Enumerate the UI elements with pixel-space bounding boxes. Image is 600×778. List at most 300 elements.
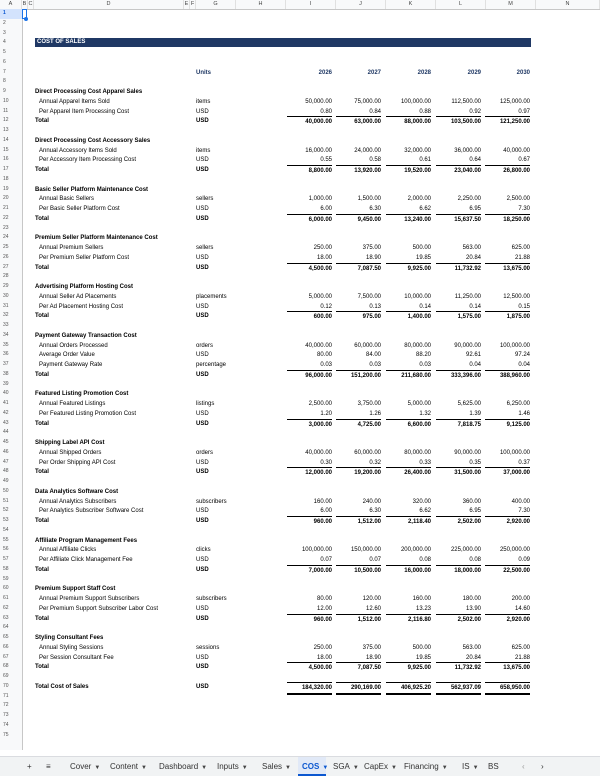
value-cell-2030[interactable]: 22,500.00 — [485, 565, 530, 576]
value-cell-2029[interactable]: 1,575.00 — [436, 311, 481, 322]
value-cell-2030[interactable]: 625.00 — [511, 245, 530, 251]
tab-cos[interactable] — [298, 757, 329, 776]
value-cell-2028[interactable]: 500.00 — [412, 245, 431, 251]
section-title[interactable]: Featured Listing Promotion Cost — [35, 391, 129, 398]
tab-scroll-left-icon[interactable]: ‹ — [522, 762, 525, 771]
value-cell-2028[interactable]: 1,400.00 — [386, 311, 431, 322]
value-cell-2028[interactable]: 88.20 — [415, 352, 431, 359]
row-number[interactable]: 2 — [3, 19, 6, 26]
total-label[interactable]: Total — [35, 371, 49, 378]
unit-cell[interactable]: USD — [196, 157, 209, 164]
value-cell-2029[interactable]: 90,000.00 — [454, 342, 481, 349]
value-cell-2030[interactable]: 0.04 — [518, 362, 530, 368]
unit-cell[interactable]: orders — [196, 342, 214, 349]
value-cell-2028[interactable]: 0.03 — [419, 362, 431, 368]
section-title[interactable]: Styling Consultant Fees — [35, 635, 104, 641]
row-number[interactable]: 35 — [3, 341, 9, 348]
section-title[interactable]: Premium Seller Platform Maintenance Cost — [35, 235, 158, 242]
value-cell-2027[interactable]: 120.00 — [362, 596, 381, 602]
tab-dropdown-icon[interactable]: ▼ — [322, 765, 329, 771]
value-cell-2027[interactable]: 7,087.50 — [336, 662, 381, 673]
column-header-m[interactable]: M — [486, 0, 536, 9]
value-cell-2026[interactable]: 12,000.00 — [287, 467, 332, 478]
value-cell-2026[interactable]: 40,000.00 — [305, 342, 332, 349]
value-cell-2027[interactable]: 1,512.00 — [336, 614, 381, 625]
unit-cell[interactable]: USD — [196, 352, 209, 359]
total-label[interactable]: Total — [35, 313, 49, 320]
value-cell-2028[interactable]: 200,000.00 — [400, 547, 431, 554]
value-cell-2027[interactable]: 290,169.00 — [336, 682, 381, 695]
value-cell-2029[interactable]: 0.14 — [469, 303, 481, 310]
section-title[interactable]: Basic Seller Platform Maintenance Cost — [35, 186, 149, 193]
value-cell-2027[interactable]: 9,450.00 — [336, 214, 381, 225]
row-number[interactable]: 15 — [3, 146, 9, 153]
row-number[interactable]: 50 — [3, 487, 9, 494]
value-cell-2029[interactable]: 6.95 — [469, 508, 481, 515]
value-cell-2026[interactable]: 0.80 — [320, 108, 332, 115]
line-item-label[interactable]: Per Order Shipping API Cost — [39, 459, 116, 466]
value-cell-2029[interactable]: 92.61 — [465, 352, 481, 359]
value-cell-2026[interactable]: 6,000.00 — [287, 214, 332, 225]
row-number[interactable]: 22 — [3, 214, 9, 221]
value-cell-2027[interactable]: 975.00 — [336, 311, 381, 322]
value-cell-2030[interactable]: 400.00 — [511, 498, 530, 505]
tab-scroll-right-icon[interactable]: › — [541, 762, 544, 771]
row-number[interactable]: 40 — [3, 390, 9, 397]
value-cell-2027[interactable]: 151,200.00 — [336, 370, 381, 381]
total-label[interactable]: Total — [35, 118, 49, 125]
row-number[interactable]: 75 — [3, 731, 9, 738]
value-cell-2029[interactable]: 5,625.00 — [457, 401, 481, 407]
line-item-label[interactable]: Per Premium Support Subscriber Labor Cost — [39, 605, 159, 612]
value-cell-2030[interactable]: 37,000.00 — [485, 467, 530, 478]
row-number[interactable]: 21 — [3, 205, 9, 211]
value-cell-2030[interactable]: 13,675.00 — [485, 662, 530, 673]
value-cell-2027[interactable]: 75,000.00 — [354, 98, 381, 105]
row-number[interactable]: 32 — [3, 312, 9, 319]
value-cell-2027[interactable]: 0.03 — [369, 362, 381, 368]
row-number[interactable]: 61 — [3, 595, 9, 601]
value-cell-2029[interactable]: 0.92 — [469, 108, 481, 115]
unit-cell[interactable]: USD — [196, 215, 209, 222]
row-number[interactable]: 51 — [3, 497, 9, 504]
column-header-e[interactable]: E — [184, 1, 189, 7]
value-cell-2027[interactable]: 1.26 — [369, 410, 381, 417]
value-cell-2028[interactable]: 6,600.00 — [386, 419, 431, 430]
column-header-i[interactable]: I — [286, 0, 336, 9]
unit-cell[interactable]: USD — [196, 167, 209, 173]
line-item-label[interactable]: Annual Basic Sellers — [39, 196, 95, 203]
value-cell-2029[interactable]: 11,250.00 — [454, 293, 481, 300]
column-header-h[interactable]: H — [236, 0, 286, 9]
value-cell-2028[interactable]: 100,000.00 — [400, 98, 431, 105]
sheet-grid[interactable] — [22, 9, 600, 750]
value-cell-2026[interactable]: 0.30 — [320, 459, 332, 466]
value-cell-2026[interactable]: 50,000.00 — [305, 98, 332, 105]
value-cell-2029[interactable]: 15,637.50 — [436, 214, 481, 225]
value-cell-2030[interactable]: 1.46 — [518, 410, 530, 417]
row-number[interactable]: 49 — [3, 478, 9, 484]
value-cell-2028[interactable]: 406,925.20 — [386, 682, 431, 695]
unit-cell[interactable]: sellers — [196, 196, 214, 203]
value-cell-2028[interactable]: 1.32 — [419, 410, 431, 417]
value-cell-2030[interactable]: 2,920.00 — [485, 516, 530, 527]
unit-cell[interactable]: USD — [196, 566, 209, 573]
value-cell-2028[interactable]: 13.23 — [415, 605, 431, 612]
tab-content[interactable] — [106, 757, 152, 776]
column-header-f[interactable]: F — [190, 1, 195, 7]
unit-cell[interactable]: placements — [196, 293, 227, 300]
value-cell-2029[interactable]: 333,396.00 — [436, 370, 481, 381]
value-cell-2030[interactable]: 0.09 — [518, 557, 530, 563]
tab-dropdown-icon[interactable]: ▼ — [391, 765, 397, 771]
value-cell-2026[interactable]: 960.00 — [287, 614, 332, 625]
value-cell-2030[interactable]: 21.88 — [514, 254, 530, 261]
value-cell-2028[interactable]: 13,240.00 — [386, 214, 431, 225]
row-number[interactable]: 58 — [3, 565, 9, 572]
value-cell-2028[interactable]: 211,680.00 — [386, 370, 431, 381]
value-cell-2026[interactable]: 12.00 — [316, 605, 332, 612]
row-number[interactable]: 55 — [3, 536, 9, 543]
tab-dropdown-icon[interactable]: ▼ — [241, 765, 248, 771]
tab-dropdown-icon[interactable]: ▼ — [352, 765, 359, 771]
value-cell-2028[interactable]: 2,116.80 — [386, 614, 431, 625]
value-cell-2026[interactable]: 4,500.00 — [287, 263, 332, 274]
row-number[interactable]: 57 — [3, 556, 9, 562]
value-cell-2027[interactable]: 18.90 — [365, 654, 381, 661]
value-cell-2029[interactable]: 563.00 — [462, 644, 481, 651]
row-number[interactable]: 47 — [3, 458, 9, 465]
unit-cell[interactable]: subscribers — [196, 596, 227, 602]
column-header-n[interactable]: N — [536, 0, 600, 9]
tab-bs[interactable] — [484, 757, 501, 776]
tab-dropdown-icon[interactable]: ▼ — [441, 765, 448, 771]
row-number[interactable]: 67 — [3, 653, 9, 660]
value-cell-2027[interactable]: 18.90 — [365, 254, 381, 261]
unit-cell[interactable]: percentage — [196, 362, 227, 368]
value-cell-2027[interactable]: 10,500.00 — [336, 565, 381, 576]
row-number[interactable]: 59 — [3, 575, 9, 582]
section-title[interactable]: Direct Processing Cost Accessory Sales — [35, 137, 151, 144]
row-number[interactable]: 31 — [3, 302, 9, 309]
value-cell-2028[interactable]: 0.33 — [419, 459, 431, 466]
value-cell-2027[interactable]: 63,000.00 — [336, 116, 381, 127]
row-number[interactable]: 25 — [3, 244, 9, 250]
value-cell-2028[interactable]: 6.62 — [419, 508, 431, 515]
row-number[interactable]: 46 — [3, 448, 9, 455]
value-cell-2030[interactable]: 7.30 — [518, 508, 530, 515]
section-title[interactable]: Affiliate Program Management Fees — [35, 537, 138, 544]
value-cell-2026[interactable]: 960.00 — [287, 516, 332, 527]
value-cell-2028[interactable]: 9,925.00 — [386, 263, 431, 274]
tab-financing[interactable] — [400, 757, 455, 776]
unit-cell[interactable]: USD — [196, 420, 209, 427]
unit-cell[interactable]: USD — [196, 303, 209, 310]
value-cell-2029[interactable]: 0.08 — [469, 557, 481, 563]
column-header-k[interactable]: K — [386, 0, 436, 9]
value-cell-2029[interactable]: 2,250.00 — [457, 196, 481, 203]
row-number[interactable]: 62 — [3, 604, 9, 611]
row-number[interactable]: 8 — [3, 78, 6, 85]
tab-dropdown-icon[interactable]: ▼ — [201, 765, 208, 771]
tab-sga[interactable] — [329, 757, 357, 776]
total-label[interactable]: Total — [35, 264, 49, 271]
value-cell-2028[interactable]: 80,000.00 — [404, 342, 431, 349]
tab-sales[interactable] — [258, 757, 295, 776]
unit-cell[interactable]: USD — [196, 410, 209, 417]
line-item-label[interactable]: Payment Gateway Rate — [39, 362, 103, 368]
value-cell-2030[interactable]: 7.30 — [518, 206, 530, 212]
value-cell-2029[interactable]: 13.90 — [465, 605, 481, 612]
column-header-a[interactable]: A — [0, 0, 22, 9]
value-cell-2030[interactable]: 125,000.00 — [499, 98, 530, 105]
value-cell-2026[interactable]: 0.12 — [320, 303, 332, 310]
value-cell-2030[interactable]: 97.24 — [514, 352, 530, 359]
unit-cell[interactable]: USD — [196, 206, 209, 212]
line-item-label[interactable]: Annual Shipped Orders — [39, 449, 102, 456]
unit-cell[interactable]: listings — [196, 401, 215, 407]
value-cell-2030[interactable]: 9,125.00 — [485, 419, 530, 430]
unit-cell[interactable]: clicks — [196, 547, 211, 554]
value-cell-2030[interactable]: 100,000.00 — [499, 342, 530, 349]
value-cell-2028[interactable]: 0.61 — [419, 157, 431, 164]
unit-cell[interactable]: USD — [196, 508, 209, 515]
value-cell-2028[interactable]: 500.00 — [412, 644, 431, 651]
row-number[interactable]: 54 — [3, 526, 9, 533]
value-cell-2029[interactable]: 6.95 — [469, 206, 481, 212]
value-cell-2029[interactable]: 225,000.00 — [450, 547, 481, 554]
value-cell-2029[interactable]: 11,732.92 — [436, 263, 481, 274]
row-number[interactable]: 43 — [3, 419, 9, 426]
value-cell-2027[interactable]: 19,200.00 — [336, 467, 381, 478]
unit-cell[interactable]: USD — [196, 605, 209, 612]
line-item-label[interactable]: Per Ad Placement Hosting Cost — [39, 303, 124, 310]
value-cell-2030[interactable]: 1,875.00 — [485, 311, 530, 322]
value-cell-2026[interactable]: 250.00 — [313, 245, 332, 251]
line-item-label[interactable]: Average Order Value — [39, 352, 95, 359]
value-cell-2028[interactable]: 2,000.00 — [407, 196, 431, 203]
value-cell-2029[interactable]: 2,502.00 — [436, 516, 481, 527]
row-number[interactable]: 5 — [3, 49, 6, 55]
unit-cell[interactable]: USD — [196, 469, 209, 476]
unit-cell[interactable]: USD — [196, 108, 209, 115]
value-cell-2030[interactable]: 121,250.00 — [485, 116, 530, 127]
units-header[interactable]: Units — [196, 69, 211, 76]
value-cell-2027[interactable]: 24,000.00 — [354, 147, 381, 154]
value-cell-2026[interactable]: 3,000.00 — [287, 419, 332, 430]
row-number[interactable]: 30 — [3, 292, 9, 299]
value-cell-2028[interactable]: 88,000.00 — [386, 116, 431, 127]
column-header-l[interactable]: L — [436, 0, 486, 9]
value-cell-2029[interactable]: 36,000.00 — [454, 147, 481, 154]
line-item-label[interactable]: Annual Styling Sessions — [39, 644, 104, 651]
row-number[interactable]: 11 — [3, 107, 9, 114]
row-number[interactable]: 38 — [3, 370, 9, 377]
row-number[interactable]: 19 — [3, 185, 9, 192]
row-number[interactable]: 29 — [3, 283, 9, 289]
value-cell-2027[interactable]: 0.07 — [369, 557, 381, 563]
add-sheet-icon[interactable]: + — [27, 762, 32, 771]
value-cell-2026[interactable]: 184,320.00 — [287, 682, 332, 695]
section-title[interactable]: Direct Processing Cost Apparel Sales — [35, 89, 143, 95]
tab-inputs[interactable] — [213, 757, 255, 776]
value-cell-2030[interactable]: 250,000.00 — [499, 547, 530, 554]
value-cell-2029[interactable]: 11,732.92 — [436, 662, 481, 673]
value-cell-2026[interactable]: 100,000.00 — [301, 547, 332, 554]
line-item-label[interactable]: Annual Accessory Items Sold — [39, 147, 117, 154]
tab-dashboard[interactable] — [155, 757, 210, 776]
value-cell-2026[interactable]: 5,000.00 — [308, 293, 332, 300]
line-item-label[interactable]: Annual Orders Processed — [39, 342, 108, 349]
value-cell-2029[interactable]: 360.00 — [462, 498, 481, 505]
row-number[interactable]: 42 — [3, 409, 9, 416]
row-number[interactable]: 4 — [3, 39, 6, 46]
value-cell-2030[interactable]: 40,000.00 — [503, 147, 530, 154]
selection-fill-handle[interactable] — [24, 17, 28, 21]
year-header-2029[interactable]: 2029 — [467, 69, 481, 76]
value-cell-2029[interactable]: 1.39 — [469, 410, 481, 417]
row-number[interactable]: 48 — [3, 468, 9, 475]
value-cell-2026[interactable]: 0.07 — [320, 557, 332, 563]
section-title[interactable]: Payment Gateway Transaction Cost — [35, 332, 137, 339]
row-number[interactable]: 1 — [0, 9, 22, 19]
unit-cell[interactable]: items — [196, 98, 211, 105]
line-item-label[interactable]: Annual Seller Ad Placements — [39, 293, 117, 300]
year-header-2030[interactable]: 2030 — [516, 69, 530, 76]
row-number[interactable]: 71 — [3, 692, 9, 699]
value-cell-2028[interactable]: 0.14 — [419, 303, 431, 310]
row-number[interactable]: 66 — [3, 643, 9, 650]
value-cell-2028[interactable]: 80,000.00 — [404, 449, 431, 456]
unit-cell[interactable]: sessions — [196, 644, 220, 651]
value-cell-2030[interactable]: 12,500.00 — [503, 293, 530, 300]
value-cell-2028[interactable]: 160.00 — [412, 596, 431, 602]
value-cell-2030[interactable]: 658,950.00 — [485, 682, 530, 695]
value-cell-2026[interactable]: 96,000.00 — [287, 370, 332, 381]
value-cell-2030[interactable]: 14.60 — [514, 605, 530, 612]
row-number[interactable]: 10 — [3, 97, 9, 104]
value-cell-2030[interactable]: 625.00 — [511, 644, 530, 651]
value-cell-2026[interactable]: 80.00 — [316, 596, 332, 602]
row-number[interactable]: 3 — [3, 29, 6, 36]
value-cell-2030[interactable]: 6,250.00 — [506, 401, 530, 407]
value-cell-2027[interactable]: 1,512.00 — [336, 516, 381, 527]
unit-cell[interactable]: USD — [196, 118, 209, 125]
value-cell-2027[interactable]: 7,500.00 — [357, 293, 381, 300]
value-cell-2029[interactable]: 112,500.00 — [451, 98, 481, 105]
value-cell-2030[interactable]: 0.37 — [518, 459, 530, 466]
value-cell-2030[interactable]: 26,800.00 — [485, 165, 530, 176]
value-cell-2026[interactable]: 250.00 — [313, 644, 332, 651]
value-cell-2026[interactable]: 1.20 — [320, 410, 332, 417]
value-cell-2026[interactable]: 18.00 — [316, 254, 332, 261]
tab-cover[interactable] — [66, 757, 103, 776]
value-cell-2028[interactable]: 6.62 — [419, 206, 431, 212]
line-item-label[interactable]: Per Apparel Item Processing Cost — [39, 108, 130, 115]
year-header-2027[interactable]: 2027 — [367, 69, 381, 76]
value-cell-2026[interactable]: 6.00 — [320, 508, 332, 515]
row-number[interactable]: 56 — [3, 546, 9, 553]
unit-cell[interactable]: USD — [196, 654, 209, 661]
value-cell-2026[interactable]: 80.00 — [316, 352, 332, 359]
value-cell-2028[interactable]: 9,925.00 — [386, 662, 431, 673]
value-cell-2027[interactable]: 7,087.50 — [336, 263, 381, 274]
value-cell-2030[interactable]: 0.97 — [518, 108, 530, 115]
year-header-2026[interactable]: 2026 — [318, 69, 332, 76]
value-cell-2026[interactable]: 0.03 — [320, 362, 332, 368]
row-number[interactable]: 52 — [3, 507, 9, 514]
value-cell-2030[interactable]: 13,675.00 — [485, 263, 530, 274]
unit-cell[interactable]: orders — [196, 449, 214, 456]
value-cell-2027[interactable]: 150,000.00 — [350, 547, 381, 554]
line-item-label[interactable]: Annual Affiliate Clicks — [39, 547, 97, 554]
value-cell-2027[interactable]: 6.30 — [369, 508, 381, 515]
value-cell-2026[interactable]: 4,500.00 — [287, 662, 332, 673]
line-item-label[interactable]: Per Premium Seller Platform Cost — [39, 254, 130, 261]
value-cell-2028[interactable]: 0.88 — [419, 108, 431, 115]
value-cell-2030[interactable]: 200.00 — [511, 596, 530, 602]
value-cell-2027[interactable]: 0.84 — [369, 108, 381, 115]
tab-is[interactable] — [458, 757, 481, 776]
column-header-b[interactable]: B — [22, 1, 27, 7]
value-cell-2030[interactable]: 2,920.00 — [485, 614, 530, 625]
unit-cell[interactable]: USD — [196, 254, 209, 261]
grand-total-label[interactable]: Total Cost of Sales — [35, 683, 89, 690]
value-cell-2028[interactable]: 19,520.00 — [386, 165, 431, 176]
row-number[interactable]: 39 — [3, 380, 9, 387]
row-number[interactable]: 68 — [3, 663, 9, 670]
row-number[interactable]: 27 — [3, 263, 9, 270]
row-number[interactable]: 60 — [3, 585, 9, 592]
total-label[interactable]: Total — [35, 167, 49, 173]
year-header-2028[interactable]: 2028 — [417, 69, 431, 76]
line-item-label[interactable]: Annual Premium Sellers — [39, 245, 104, 251]
value-cell-2027[interactable]: 375.00 — [362, 644, 381, 651]
value-cell-2027[interactable]: 0.32 — [369, 459, 381, 466]
row-number[interactable]: 41 — [3, 400, 9, 406]
column-header-j[interactable]: J — [336, 0, 386, 9]
value-cell-2026[interactable]: 7,000.00 — [287, 565, 332, 576]
value-cell-2029[interactable]: 20.84 — [465, 254, 481, 261]
value-cell-2027[interactable]: 0.58 — [369, 157, 381, 164]
value-cell-2027[interactable]: 1,500.00 — [357, 196, 381, 203]
unit-cell[interactable]: USD — [196, 264, 209, 271]
row-number[interactable]: 13 — [3, 127, 9, 133]
row-number[interactable]: 16 — [3, 156, 9, 163]
value-cell-2026[interactable]: 160.00 — [313, 498, 332, 505]
value-cell-2030[interactable]: 2,500.00 — [506, 196, 530, 203]
row-number[interactable]: 65 — [3, 634, 9, 640]
value-cell-2029[interactable]: 562,937.09 — [436, 682, 481, 695]
row-number[interactable]: 26 — [3, 253, 9, 260]
row-number[interactable]: 64 — [3, 624, 9, 631]
line-item-label[interactable]: Per Accessory Item Processing Cost — [39, 157, 137, 164]
row-number[interactable]: 20 — [3, 195, 9, 202]
unit-cell[interactable]: USD — [196, 313, 209, 320]
value-cell-2028[interactable]: 19.85 — [415, 254, 431, 261]
row-number[interactable]: 18 — [3, 175, 9, 182]
value-cell-2029[interactable]: 563.00 — [462, 245, 481, 251]
value-cell-2026[interactable]: 40,000.00 — [287, 116, 332, 127]
value-cell-2027[interactable]: 60,000.00 — [354, 449, 381, 456]
row-number[interactable]: 12 — [3, 117, 9, 124]
total-label[interactable]: Total — [35, 615, 49, 622]
line-item-label[interactable]: Per Basic Seller Platform Cost — [39, 206, 120, 212]
value-cell-2029[interactable]: 23,040.00 — [436, 165, 481, 176]
value-cell-2028[interactable]: 10,000.00 — [404, 293, 431, 300]
row-number[interactable]: 44 — [3, 429, 9, 436]
line-item-label[interactable]: Annual Premium Support Subscribers — [39, 596, 140, 602]
